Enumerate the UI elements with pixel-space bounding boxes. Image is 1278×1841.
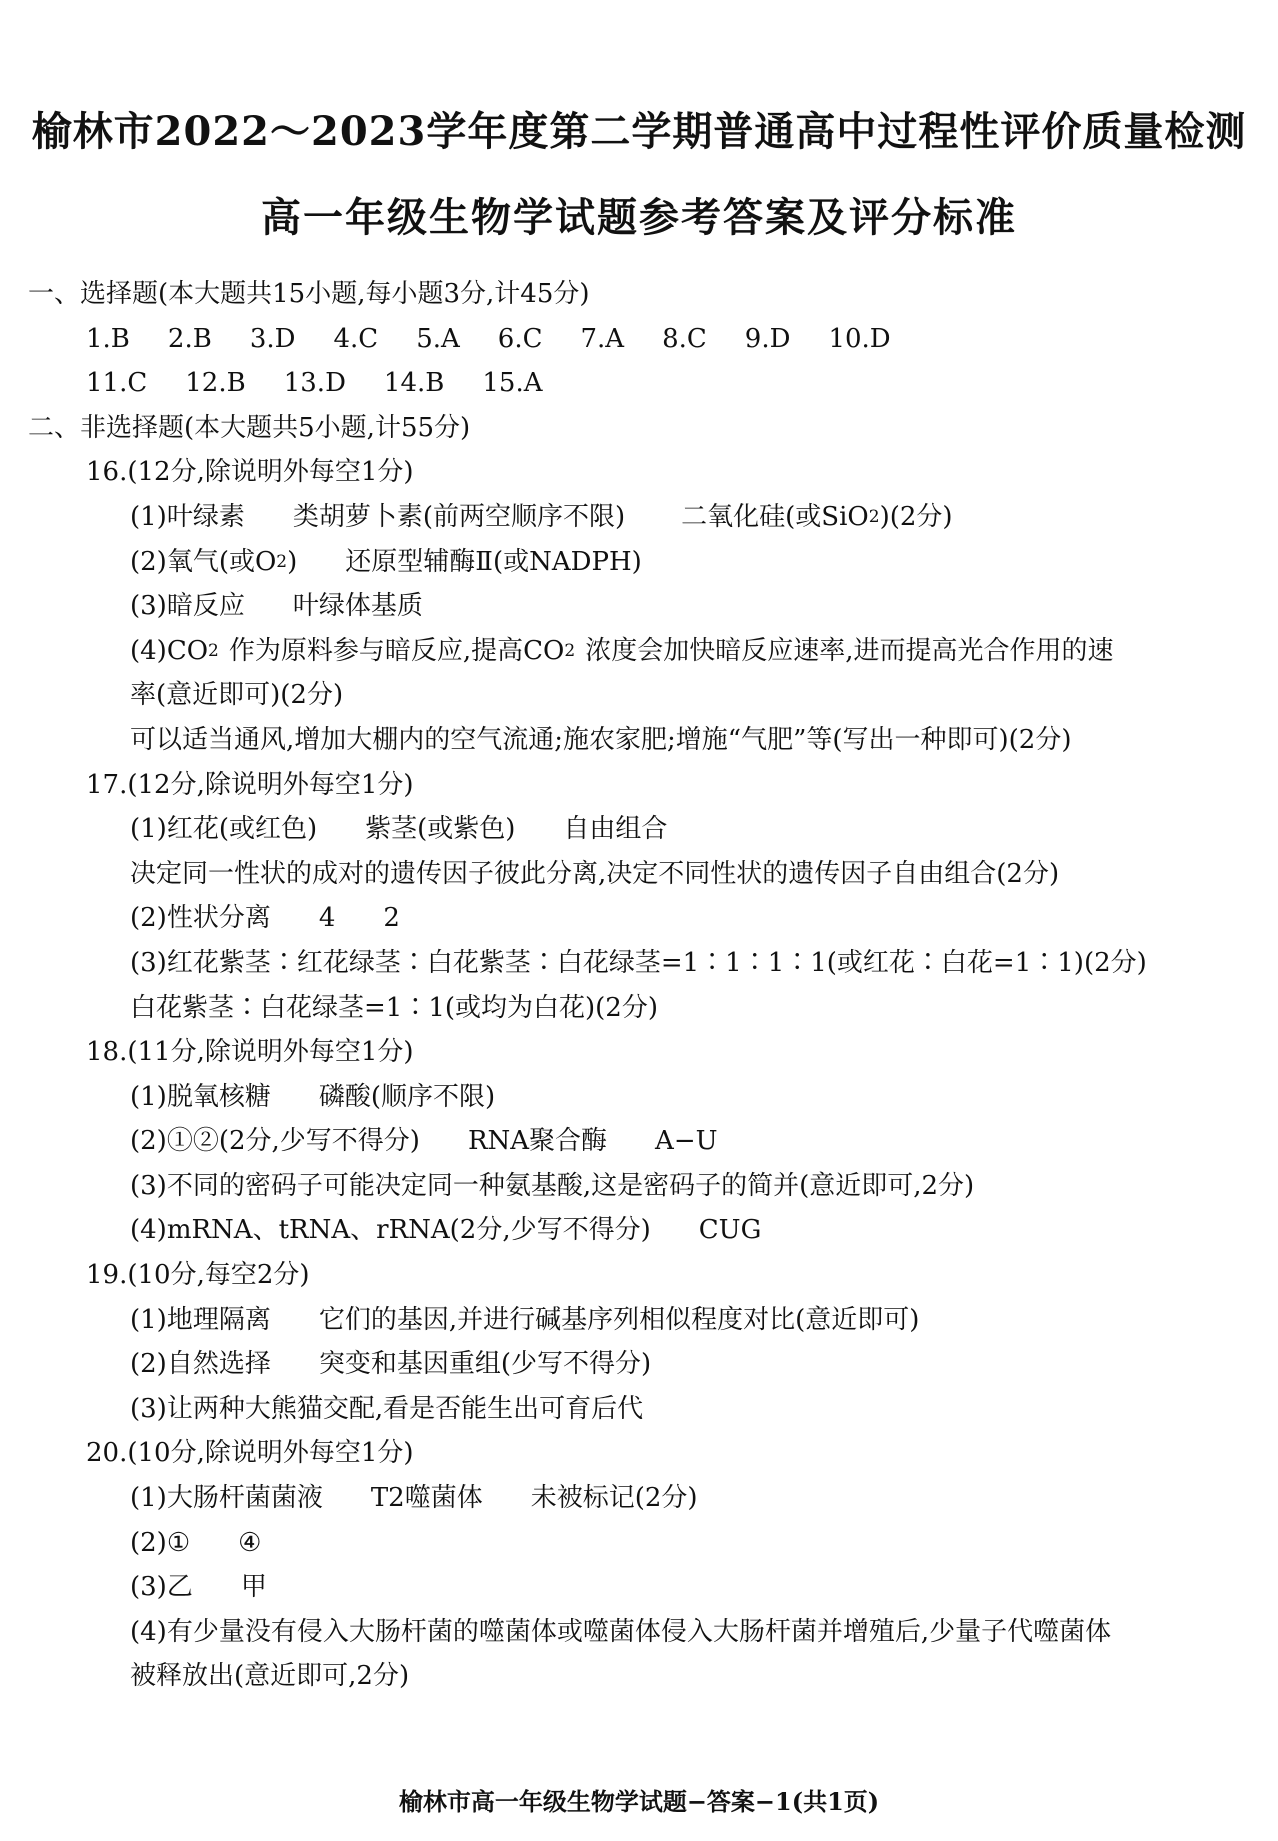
answer-text: RNA聚合酶	[467, 1126, 608, 1157]
answer-text: 自由组合	[563, 814, 668, 845]
answer-content	[28, 272, 1258, 1699]
answer-text: (4)mRNA、tRNA、rRNA(2分,少写不得分)	[130, 1215, 651, 1246]
answer-text: 磷酸(顺序不限)	[318, 1081, 496, 1112]
exam-title: 榆林市2022～2023学年度第二学期普通高中过程性评价质量检测	[31, 108, 1247, 155]
answer-text: (2)自然选择	[130, 1349, 271, 1380]
answer-text: 它们的基因,并进行碱基序列相似程度对比(意近即可)	[318, 1304, 920, 1335]
answer-text: (3)乙	[130, 1572, 193, 1603]
mc-answer: 14.B	[383, 368, 445, 399]
q17-part3-cont: 白花紫茎∶白花绿茎=1∶1(或均为白花)(2分)	[130, 992, 658, 1023]
answer-text: (2)①	[130, 1527, 191, 1558]
q17-part1	[28, 807, 1258, 852]
answer-text: 二氧化硅(或SiO	[681, 501, 869, 532]
q20-part3	[28, 1565, 1258, 1610]
section2-heading: 二、非选择题(本大题共5小题,计55分)	[28, 412, 471, 443]
subscript: 2	[564, 640, 576, 661]
q20-part1	[28, 1476, 1258, 1521]
q16-part4-extra: 可以适当通风,增加大棚内的空气流通;施农家肥;增施“气肥”等(写出一种即可)(2分)	[130, 724, 1072, 755]
q16-header: 16.(12分,除说明外每空1分)	[86, 457, 414, 488]
answer-text: (4)CO	[130, 635, 209, 666]
answer-text: CUG	[698, 1215, 762, 1246]
q18-part2	[28, 1119, 1258, 1164]
q16-part2	[28, 540, 1258, 585]
answer-text: A−U	[655, 1126, 718, 1157]
mc-answer: 10.D	[828, 323, 891, 354]
q19-header: 19.(10分,每空2分)	[86, 1260, 310, 1291]
answer-text: 叶绿体基质	[292, 591, 423, 622]
mc-answers-row1	[28, 317, 1258, 362]
page-footer: 榆林市高一年级生物学试题−答案−1(共1页)	[398, 1787, 880, 1816]
mc-answer: 8.C	[662, 323, 707, 354]
answer-text: )(2分)	[879, 501, 953, 532]
answer-text: )	[287, 546, 298, 577]
mc-answer: 6.C	[497, 323, 543, 354]
answer-key-title: 高一年级生物学试题参考答案及评分标准	[261, 194, 1017, 241]
mc-answer: 7.A	[580, 323, 625, 354]
q17-part1-explain: 决定同一性状的成对的遗传因子彼此分离,决定不同性状的遗传因子自由组合(2分)	[130, 858, 1060, 889]
mc-answer: 5.A	[416, 323, 460, 354]
q18-part3: (3)不同的密码子可能决定同一种氨基酸,这是密码子的简并(意近即可,2分)	[130, 1170, 975, 1201]
answer-text: 浓度会加快暗反应速率,进而提高光合作用的速	[585, 635, 1114, 666]
subscript: 2	[276, 551, 288, 572]
q16-part4	[28, 629, 1258, 674]
q16-part1	[28, 495, 1258, 540]
answer-text: (1)叶绿素	[130, 501, 245, 532]
mc-answer: 12.B	[185, 368, 246, 399]
subscript: 2	[868, 506, 880, 527]
q20-part4-cont: 被释放出(意近即可,2分)	[130, 1661, 410, 1692]
mc-answer: 9.D	[744, 323, 791, 354]
q17-part2	[28, 896, 1258, 941]
mc-answers-row2	[28, 361, 1258, 406]
q20-header: 20.(10分,除说明外每空1分)	[86, 1438, 414, 1469]
q17-part3: (3)红花紫茎∶红花绿茎∶白花紫茎∶白花绿茎=1∶1∶1∶1(或红花∶白花=1∶1)(2分)	[130, 947, 1147, 978]
q18-header: 18.(11分,除说明外每空1分)	[86, 1037, 414, 1068]
answer-text: (2)①②(2分,少写不得分)	[130, 1126, 420, 1157]
q20-part2	[28, 1521, 1258, 1566]
mc-answer: 15.A	[482, 368, 543, 399]
q20-part4: (4)有少量没有侵入大肠杆菌的噬菌体或噬菌体侵入大肠杆菌并增殖后,少量子代噬菌体	[130, 1616, 1112, 1647]
mc-answer: 2.B	[167, 323, 212, 354]
answer-text: 4	[318, 903, 336, 934]
answer-text: 类胡萝卜素(前两空顺序不限)	[292, 501, 626, 532]
answer-text: 甲	[240, 1572, 267, 1603]
q17-header: 17.(12分,除说明外每空1分)	[86, 769, 414, 800]
answer-text: 突变和基因重组(少写不得分)	[318, 1349, 652, 1380]
answer-text: ④	[238, 1527, 262, 1558]
subscript: 2	[208, 640, 219, 661]
mc-answer: 4.C	[333, 323, 379, 354]
answer-text: 还原型辅酶Ⅱ(或NADPH)	[345, 546, 642, 577]
q19-part1	[28, 1298, 1258, 1343]
answer-text: (1)脱氧核糖	[130, 1081, 271, 1112]
q18-part4	[28, 1208, 1258, 1253]
answer-text: (1)地理隔离	[130, 1304, 271, 1335]
q16-part3	[28, 584, 1258, 629]
answer-text: (1)红花(或红色)	[130, 814, 318, 845]
mc-answer: 3.D	[249, 323, 296, 354]
answer-text: 作为原料参与暗反应,提高CO	[228, 635, 565, 666]
answer-text: (2)氧气(或O	[130, 546, 277, 577]
mc-answer: 11.C	[86, 368, 148, 399]
mc-answer: 13.D	[283, 368, 346, 399]
answer-text: 2	[383, 903, 400, 934]
q19-part2	[28, 1342, 1258, 1387]
section1-heading: 一、选择题(本大题共15小题,每小题3分,计45分)	[28, 279, 590, 309]
answer-text: (3)暗反应	[130, 591, 245, 622]
q16-part4-cont: 率(意近即可)(2分)	[130, 680, 344, 711]
q18-part1	[28, 1075, 1258, 1120]
answer-text: 紫茎(或紫色)	[365, 814, 516, 845]
answer-text: T2噬菌体	[370, 1483, 483, 1514]
answer-text: (2)性状分离	[130, 903, 271, 934]
answer-text: 未被标记(2分)	[530, 1483, 698, 1514]
q19-part3: (3)让两种大熊猫交配,看是否能生出可育后代	[130, 1393, 644, 1424]
mc-answer: 1.B	[86, 323, 130, 354]
answer-text: (1)大肠杆菌菌液	[130, 1483, 323, 1514]
